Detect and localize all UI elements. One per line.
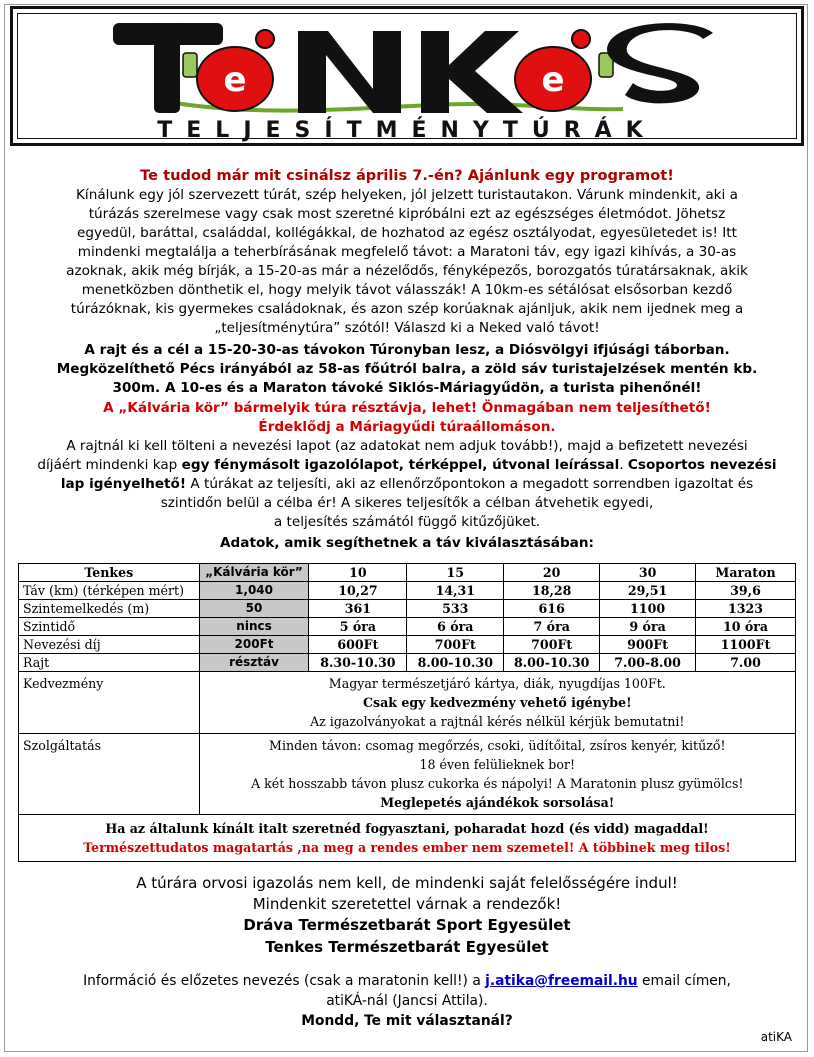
entry-line [20, 456, 794, 476]
drinks-note: Ha az általunk kínált italt szeretnéd fogyasztani, poharadat hozd (és vidd) magaddal! [105, 821, 709, 836]
table-cell: 616 [504, 600, 600, 618]
hiker-head-1 [256, 30, 274, 48]
info-line [20, 971, 794, 991]
start-info-line: A rajt és a cél a 15-20-30-as távokon Túronyban lesz, a Diósvölgyi ifjúsági táborban. [84, 342, 730, 358]
table-cell: 600Ft [309, 636, 407, 654]
discount-row [19, 672, 796, 734]
table-cell: 200Ft [199, 636, 309, 654]
start-info-line: Megközelíthető Pécs irányából az 58-as főútról balra, a zöld sáv turistajelzések mentén kb. [56, 361, 758, 377]
table-cell: 10,27 [309, 582, 407, 600]
intro-line: azoknak, akik még bírják, a 15-20-as már a nézelődős, fényképezős, borozgatós túratársaknak, akik [66, 263, 748, 279]
services-cell [199, 734, 795, 815]
table-header-row [19, 564, 796, 582]
discount-line: Az igazolványokat a rajtnál kérés nélkül kérjük bemutatni! [310, 714, 685, 729]
table-cell: 1100Ft [696, 636, 796, 654]
table-cell: 900Ft [600, 636, 696, 654]
table-cell: 1,040 [199, 582, 309, 600]
intro-title: Te tudod már mit csinálsz április 7.-én? Ajánlunk egy programot! [140, 167, 674, 184]
table-cell: 1100 [600, 600, 696, 618]
footer-line: A túrára orvosi igazolás nem kell, de mindenki saját felelősségére indul! [136, 874, 678, 892]
header-cell: 20 [504, 564, 600, 582]
logo-letter-e1: e [223, 60, 247, 100]
table-cell: 6 óra [407, 618, 504, 636]
hiker-head-2 [572, 30, 590, 48]
table-cell: 7 óra [504, 618, 600, 636]
info-text: Információ és előzetes nevezés (csak a maratonin kell!) a [83, 973, 486, 989]
closing-question: Mondd, Te mit választanál? [301, 1013, 513, 1029]
kalvaria-note: Érdeklődj a Máriagyűdi túraállomáson. [258, 419, 556, 435]
entry-text: . [619, 457, 628, 473]
signature: atiKA [760, 1030, 792, 1044]
table-cell: 5 óra [309, 618, 407, 636]
logo-letter-e2: e [541, 60, 565, 100]
table-cell: 361 [309, 600, 407, 618]
intro-line: menetközben dönthetik el, hogy melyik távot válasszák! A 10km-es sétálósat elsősorban kezdő [81, 282, 733, 298]
row-label: Kedvezmény [19, 672, 200, 734]
table-cell: 8.00-10.30 [407, 654, 504, 672]
entry-highlight: lap igényelhető! [60, 476, 187, 492]
table-cell: 700Ft [504, 636, 600, 654]
organizer: Tenkes Természetbarát Egyesület [265, 938, 549, 956]
footer-line: Mindenkit szeretettel várnak a rendezők! [252, 895, 562, 913]
discount-line: Magyar természetjáró kártya, diák, nyugdíjas 100Ft. [328, 676, 666, 691]
table-cell: 7.00 [696, 654, 796, 672]
discount-cell [199, 672, 795, 734]
email-link[interactable]: j.atika@freemail.hu [485, 973, 638, 989]
intro-line: túrázás szerelmese vagy csak most szeretné kipróbálni ezt az egészséges életmódot. Jöhetsz [88, 206, 726, 222]
entry-highlight: egy fénymásolt igazolólapot, térképpel, útvonal leírással [181, 457, 620, 473]
row-label: Rajt [19, 654, 200, 672]
entry-highlight: Csoportos nevezési [627, 457, 777, 473]
table-row [19, 636, 796, 654]
table-row [19, 618, 796, 636]
services-line: Meglepetés ajándékok sorsolása! [380, 795, 615, 810]
services-line: Minden távon: csomag megőrzés, csoki, üdítőital, zsíros kenyér, kitűző! [269, 738, 726, 753]
header-cell: 30 [600, 564, 696, 582]
header-cell: Tenkes [19, 564, 200, 582]
table-row [19, 654, 796, 672]
logo-letter-k [421, 31, 523, 113]
services-row [19, 734, 796, 815]
table-cell: 50 [199, 600, 309, 618]
row-label: Szintidő [19, 618, 200, 636]
start-info-line: 300m. A 10-es és a Maraton távoké Siklós-Máriagyűdön, a turista pihenőnél! [112, 380, 702, 396]
distance-table [18, 563, 796, 862]
row-label: Nevezési díj [19, 636, 200, 654]
tenkes-logo [13, 9, 801, 143]
header-cell: 15 [407, 564, 504, 582]
kalvaria-note: A „Kálvária kör” bármelyik túra résztávja, lehet! Önmagában nem teljesíthető! [103, 400, 711, 416]
table-cell: résztáv [199, 654, 309, 672]
nature-note: Természettudatos magatartás ,na meg a rendes ember nem szemetel! A többinek meg tilos! [83, 840, 731, 855]
entry-line: A rajtnál ki kell tölteni a nevezési lapot (az adatokat nem adjuk tovább!), majd a befizetett nevezési [66, 438, 748, 454]
table-cell: 8.30-10.30 [309, 654, 407, 672]
table-cell: 8.00-10.30 [504, 654, 600, 672]
entry-line [20, 475, 794, 495]
table-cell: 29,51 [600, 582, 696, 600]
note-cell [19, 815, 796, 862]
intro-line: „teljesítménytúra” szótól! Válaszd ki a Neked való távot! [214, 320, 600, 336]
header-cell: Maraton [696, 564, 796, 582]
intro-line: mindenki megtalálja a teherbírásának megfelelő távot: a Maratoni táv, egy igazi kihívás, a 30-as [77, 244, 737, 260]
logo-banner [10, 6, 804, 146]
contact-line: atiKÁ-nál (Jancsi Attila). [326, 993, 488, 1009]
note-row [19, 815, 796, 862]
entry-line: szintidőn belül a célba ér! A sikeres teljesítők a célban átvehetik egyedi, [160, 495, 654, 511]
intro-line: Kínálunk egy jól szervezett túrát, szép helyeken, jól jelzett turistautakon. Várunk mindenkit, aki a [76, 187, 738, 203]
logo-letter-n [298, 31, 401, 113]
info-text: email címen, [637, 973, 731, 989]
table-cell: 39,6 [696, 582, 796, 600]
header-cell: „Kálvária kör” [199, 564, 309, 582]
table-caption: Adatok, amik segíthetnek a táv kiválasztásában: [220, 535, 594, 551]
table-cell: nincs [199, 618, 309, 636]
table-cell: 9 óra [600, 618, 696, 636]
table-cell: 700Ft [407, 636, 504, 654]
hiker-backpack-1 [183, 53, 197, 77]
entry-text: A túrákat az teljesíti, aki az ellenőrzőpontokon a megadott sorrendben igazoltat és [186, 476, 754, 492]
table-cell: 1323 [696, 600, 796, 618]
table-row [19, 600, 796, 618]
discount-line: Csak egy kedvezmény vehető igénybe! [362, 695, 632, 710]
table-cell: 533 [407, 600, 504, 618]
entry-line: a teljesítés számától függő kitűzőjüket. [273, 514, 541, 530]
intro-line: egyedül, baráttal, családdal, kollégákkal, de hozhatod az egész osztályodat, egyesületedet is! Itt [77, 225, 737, 241]
table-cell: 18,28 [504, 582, 600, 600]
services-line: A két hosszabb távon plusz cukorka és nápolyi! A Maratonin plusz gyümölcs! [251, 776, 744, 791]
table-cell: 7.00-8.00 [600, 654, 696, 672]
entry-text: díjáért mindenki kap [37, 457, 182, 473]
row-label: Szolgáltatás [19, 734, 200, 815]
row-label: Táv (km) (térképen mért) [19, 582, 200, 600]
table-row [19, 582, 796, 600]
header-cell: 10 [309, 564, 407, 582]
logo-subtitle: TELJESÍTMÉNYTÚRÁK [157, 118, 657, 143]
organizer: Dráva Természetbarát Sport Egyesület [243, 916, 571, 934]
table-cell: 10 óra [696, 618, 796, 636]
row-label: Szintemelkedés (m) [19, 600, 200, 618]
logo-letter-t-stem [154, 23, 180, 113]
services-line: 18 éven felülieknek bor! [419, 757, 576, 772]
logo-letter-s [607, 23, 713, 103]
table-cell: 14,31 [407, 582, 504, 600]
intro-line: túrázóknak, kis gyermekes családoknak, és azon szép korúaknak ajánljuk, akik nem ijednek meg a [70, 301, 744, 317]
